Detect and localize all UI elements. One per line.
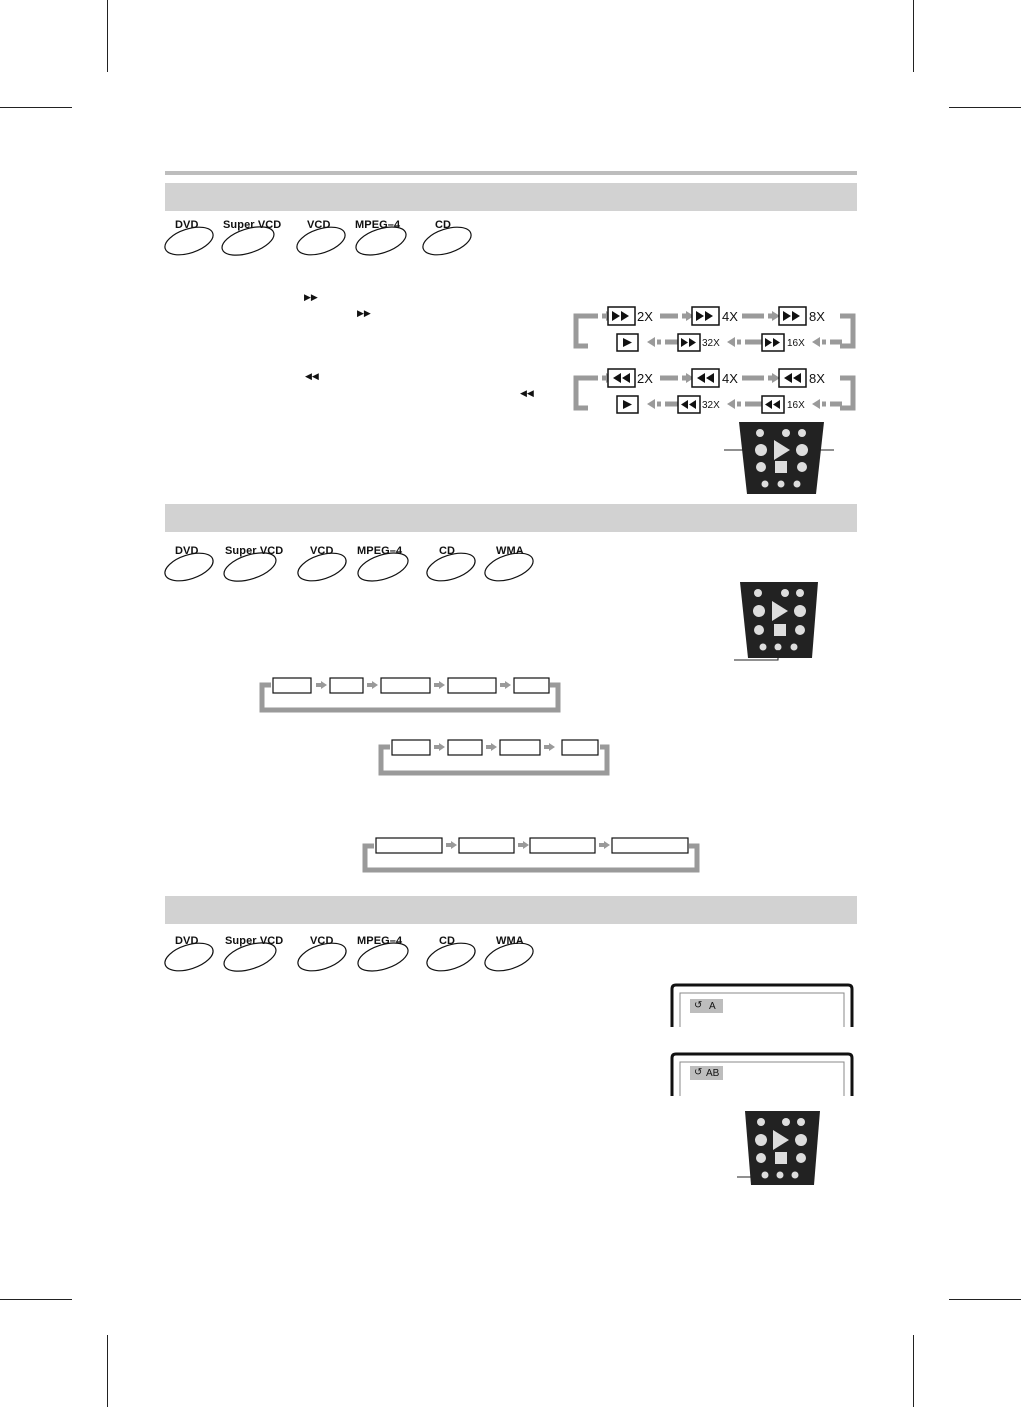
repeat-cycle-diagram <box>257 676 567 716</box>
fast-forward-icon: ▶▶ <box>357 308 371 318</box>
osd-screen-a <box>670 983 854 1027</box>
remote-control-icon <box>722 420 842 496</box>
disc-badges: DVD Super VCD VCD MPEG–4 CD WMA <box>163 543 543 587</box>
crop-mark <box>0 107 72 108</box>
fast-reverse-speed-cycle <box>570 367 860 419</box>
fast-forward-icon: ▶▶ <box>304 292 318 302</box>
section-header-band <box>165 896 857 924</box>
section-header-band <box>165 504 857 532</box>
speed-label: 16X <box>787 400 805 411</box>
crop-mark <box>949 107 1021 108</box>
crop-mark <box>107 1335 108 1407</box>
speed-label: 8X <box>809 371 825 386</box>
speed-label: 2X <box>637 309 653 324</box>
speed-label: 4X <box>722 371 738 386</box>
osd-repeat-a-label: A <box>709 1001 716 1012</box>
rewind-icon: ◀◀ <box>305 371 319 381</box>
speed-label: 4X <box>722 309 738 324</box>
osd-screen-ab <box>670 1052 854 1096</box>
speed-label: 32X <box>702 400 720 411</box>
speed-label: 2X <box>637 371 653 386</box>
speed-label: 8X <box>809 309 825 324</box>
repeat-cycle-diagram <box>376 738 616 778</box>
disc-badges: DVD Super VCD VCD MPEG–4 CD <box>163 217 483 261</box>
repeat-icon: ↺ <box>694 1067 703 1078</box>
crop-mark <box>0 1299 72 1300</box>
remote-control-icon <box>728 580 828 662</box>
crop-mark <box>913 1335 914 1407</box>
speed-label: 16X <box>787 338 805 349</box>
crop-mark <box>107 0 108 72</box>
rewind-icon: ◀◀ <box>520 388 534 398</box>
speed-label: 32X <box>702 338 720 349</box>
section-header-band <box>165 183 857 211</box>
osd-repeat-ab-label: AB <box>706 1068 720 1079</box>
remote-control-icon <box>733 1109 833 1189</box>
disc-badges: DVD Super VCD VCD MPEG–4 CD WMA <box>163 933 543 977</box>
repeat-cycle-diagram <box>360 835 705 875</box>
fast-forward-speed-cycle <box>570 305 860 357</box>
top-rule <box>165 171 857 175</box>
crop-mark <box>913 0 914 72</box>
crop-mark <box>949 1299 1021 1300</box>
repeat-icon: ↺ <box>694 1000 703 1011</box>
